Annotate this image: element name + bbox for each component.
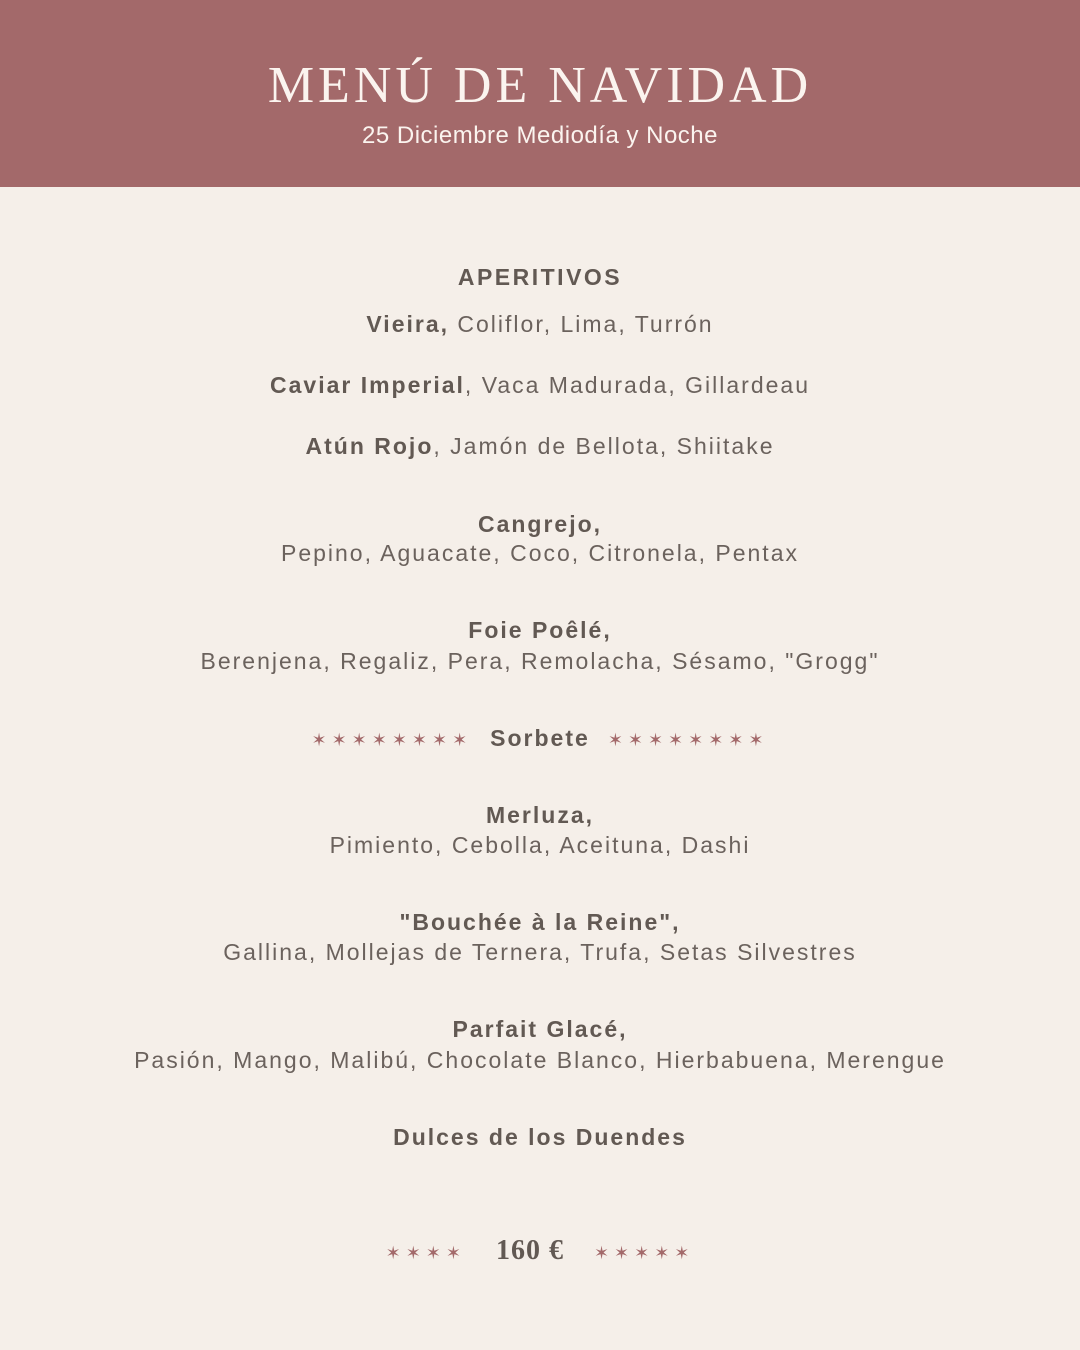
course-ingredients: Pimiento, Cebolla, Aceituna, Dashi	[329, 832, 751, 858]
menu-subtitle: 25 Diciembre Mediodía y Noche	[362, 122, 718, 149]
section-heading-aperitivos: APERITIVOS	[457, 264, 623, 290]
course-ingredients: Gallina, Mollejas de Ternera, Trufa, Setas Silvestres	[223, 939, 857, 965]
course-name: Merluza,	[485, 802, 595, 828]
dish-name: Caviar Imperial	[270, 372, 465, 398]
course-name: Foie Poêlé,	[468, 617, 612, 643]
course-name: Parfait Glacé,	[452, 1016, 628, 1042]
course-ingredients: Pasión, Mango, Malibú, Chocolate Blanco, Hierbabuena, Merengue	[134, 1047, 946, 1073]
star-ornament-icon: ✶✶✶✶	[385, 1242, 466, 1263]
course-name: Cangrejo,	[477, 511, 603, 537]
sorbet-divider	[0, 723, 1080, 755]
aperitivo-item	[0, 309, 1080, 339]
dish-name: Atún Rojo	[305, 433, 434, 459]
star-ornament-icon: ✶✶✶✶✶✶✶✶	[607, 729, 769, 750]
dish-ingredients: , Jamón de Bellota, Shiitake	[433, 433, 775, 459]
course-ingredients: Berenjena, Regaliz, Pera, Remolacha, Sésamo, "Grogg"	[200, 648, 880, 674]
star-ornament-icon: ✶✶✶✶✶	[593, 1242, 695, 1263]
price-line	[0, 1236, 1080, 1268]
aperitivo-item	[0, 370, 1080, 400]
course-name: "Bouchée à la Reine",	[399, 909, 681, 935]
menu-title: MENÚ DE NAVIDAD	[267, 57, 813, 114]
star-ornament-icon: ✶✶✶✶✶✶✶✶	[311, 729, 473, 750]
dish-ingredients: Coliflor, Lima, Turrón	[449, 311, 714, 337]
dish-name: Vieira,	[366, 311, 450, 337]
menu-price: 160 €	[495, 1235, 564, 1266]
aperitivo-item	[0, 431, 1080, 461]
sorbet-label: Sorbete	[490, 725, 590, 751]
course-name: Dulces de los Duendes	[393, 1124, 687, 1150]
menu-header	[0, 0, 1080, 187]
course-ingredients: Pepino, Aguacate, Coco, Citronela, Pentax	[280, 540, 799, 566]
dish-ingredients: , Vaca Madurada, Gillardeau	[464, 372, 810, 398]
